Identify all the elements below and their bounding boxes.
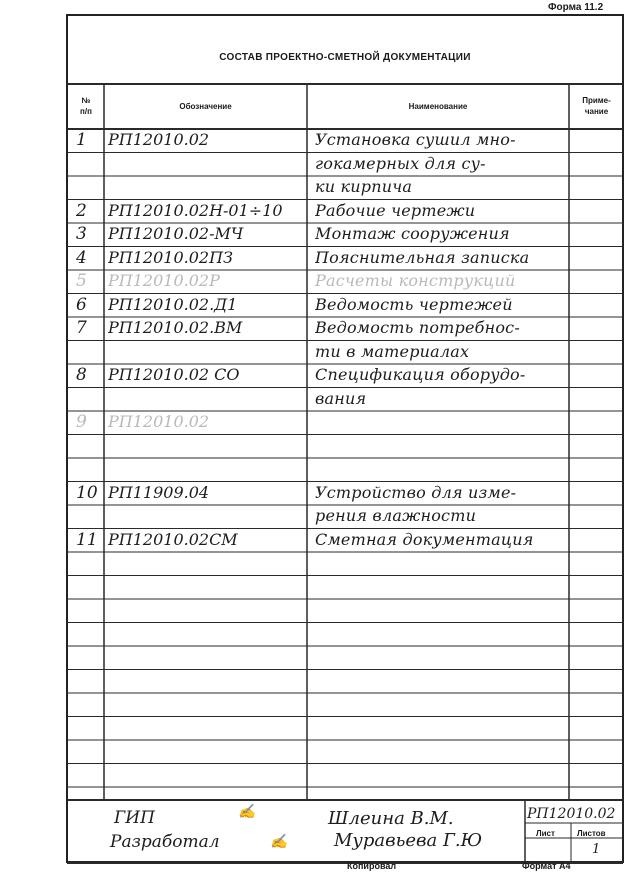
header-note-line1: Приме- [582, 96, 611, 105]
row-number: 8 [76, 366, 87, 384]
sheets-value: 1 [592, 842, 601, 857]
row-name: Ведомость потребнос- [315, 319, 520, 337]
row-number: 2 [76, 201, 87, 220]
row-designation: РП12010.02.ВМ [108, 319, 243, 337]
row-number: 7 [76, 319, 87, 337]
row-number: 1 [76, 131, 87, 149]
row-name: Устройство для изме- [315, 483, 517, 502]
row-designation: РП12010.02 СО [108, 366, 240, 384]
row-number: 9 [76, 413, 87, 431]
developer-label: Разработал [110, 832, 220, 852]
gip-name: Шлеина В.М. [328, 808, 454, 829]
document-title: СОСТАВ ПРОЕКТНО-СМЕТНОЙ ДОКУМЕНТАЦИИ [219, 52, 471, 63]
row-name: Ведомость чертежей [315, 295, 513, 314]
row-name: Пояснительная записка [315, 248, 530, 267]
row-designation: РП12010.02-МЧ [108, 225, 244, 243]
row-name: Установка сушил мно- [315, 131, 516, 149]
row-designation: РП12010.02Н-01÷10 [108, 201, 283, 220]
header-designation: Обозначение [179, 102, 232, 111]
row-name: Расчеты конструкций [315, 272, 516, 290]
row-designation: РП12010.02 [108, 413, 210, 431]
row-name: Спецификация оборудо- [315, 366, 526, 384]
row-name: ти в материалах [315, 342, 470, 361]
stamp-doc-code: РП12010.02 [527, 806, 616, 822]
row-name: Монтаж сооружения [315, 225, 510, 243]
gip-signature: ✍ [238, 804, 256, 820]
format-label: Формат А4 [522, 861, 571, 871]
gip-label: ГИП [114, 808, 155, 828]
row-name: Рабочие чертежи [315, 201, 476, 220]
row-designation: РП12010.02Р [108, 272, 220, 290]
sheet-label: Лист [536, 829, 555, 838]
row-name: гокамерных для су- [315, 154, 486, 173]
header-note [569, 95, 624, 117]
row-number: 3 [76, 225, 87, 243]
copied-label: Копировал [347, 861, 397, 871]
header-note-line2: чание [584, 107, 609, 116]
row-name: рения влажности [315, 507, 477, 525]
form-label: Форма 11.2 [548, 2, 604, 13]
row-number: 6 [76, 295, 87, 314]
row-name: Сметная документация [315, 530, 534, 549]
header-number-line2: п/п [80, 107, 92, 116]
row-designation: РП12010.02ПЗ [108, 248, 233, 267]
developer-signature: ✍ [270, 834, 288, 850]
row-number: 4 [76, 248, 87, 267]
row-number: 10 [76, 483, 98, 502]
developer-name: Муравьева Г.Ю [334, 830, 483, 851]
header-number-line1: № [81, 96, 91, 105]
row-designation: РП12010.02СМ [108, 530, 238, 549]
row-name: ки кирпича [315, 178, 413, 196]
header-name: Наименование [408, 102, 468, 111]
row-designation: РП12010.02.Д1 [108, 295, 238, 314]
row-number: 11 [76, 530, 98, 549]
row-number: 5 [76, 272, 87, 290]
sheets-label: Листов [577, 829, 606, 838]
row-name: вания [315, 389, 367, 408]
header-number [68, 95, 104, 117]
row-designation: РП12010.02 [108, 131, 210, 149]
row-designation: РП11909.04 [108, 483, 210, 502]
